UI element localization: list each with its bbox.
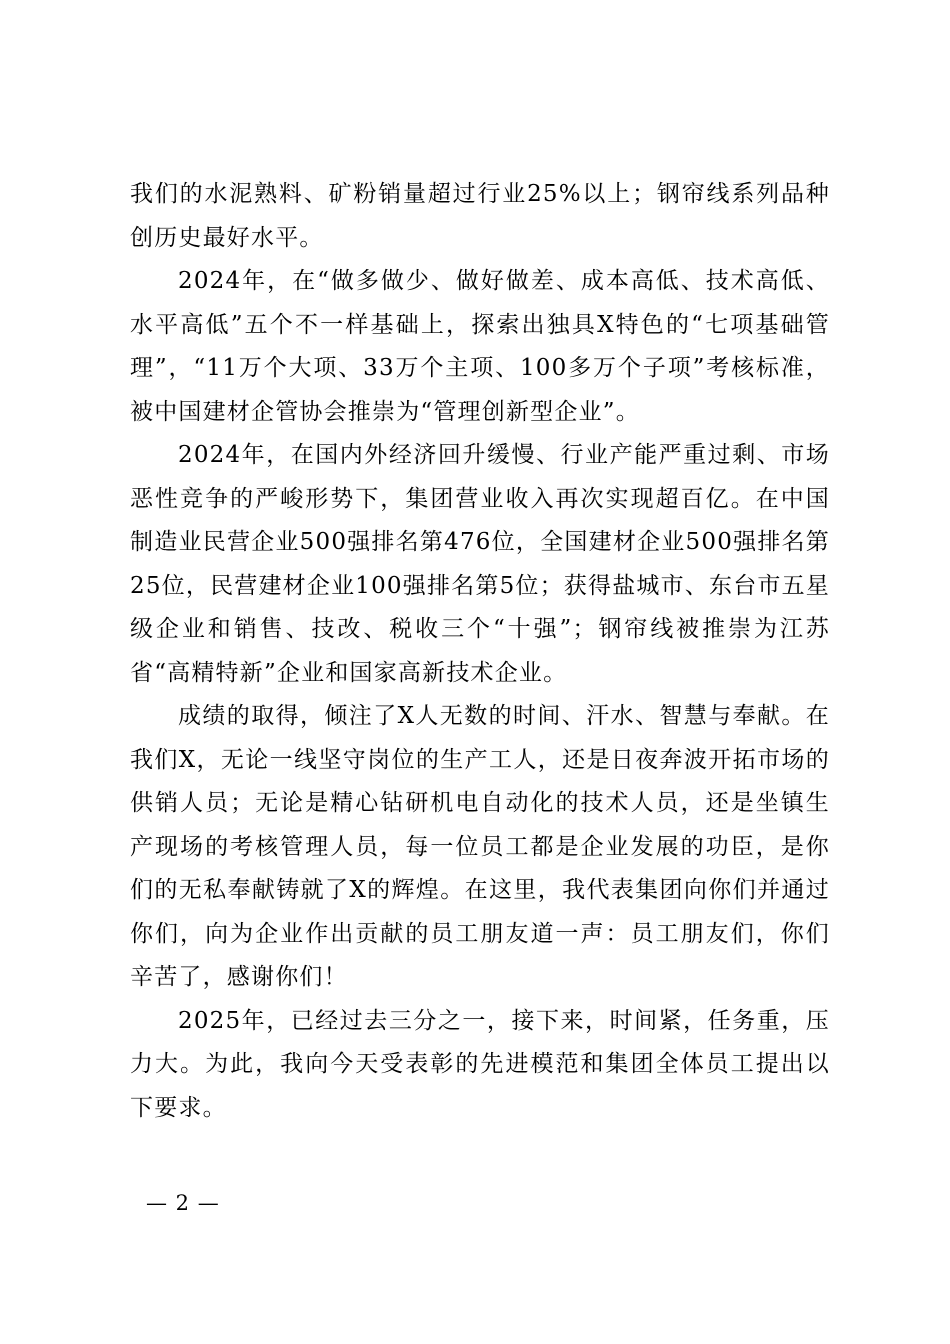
page-number: — 2 —: [146, 1191, 220, 1215]
paragraph: 我们的水泥熟料、矿粉销量超过行业25%以上；钢帘线系列品种创历史最好水平。: [130, 181, 830, 251]
paragraph: 成绩的取得，倾注了X人无数的时间、汗水、智慧与奉献。在我们X，无论一线坚守岗位的生产工人，还是日夜奔波开拓市场的供销人员；无论是精心钻研机电自动化的技术人员，还是坐镇生产现场的考核管理人员，每一位员工都是企业发展的功臣，是你们的无私奉献铸就了X的辉煌。在这里，我代表集团向你们并通过你们，向为企业作出贡献的员工朋友道一声：员工朋友们，你们辛苦了，感谢你们！: [130, 703, 830, 990]
body-text: [130, 173, 830, 1130]
paragraph: 2025年，已经过去三分之一，接下来，时间紧，任务重，压力大。为此，我向今天受表彰的先进模范和集团全体员工提出以下要求。: [130, 1007, 830, 1121]
paragraph: 2024年，在“做多做少、做好做差、成本高低、技术高低、水平高低”五个不一样基础上，探索出独具X特色的“七项基础管理”，“11万个大项、33万个主项、100多万个子项”考核标准，被中国建材企管协会推崇为“管理创新型企业”。: [130, 268, 830, 425]
paragraph: 2024年，在国内外经济回升缓慢、行业产能严重过剩、市场恶性竞争的严峻形势下，集团营业收入再次实现超百亿。在中国制造业民营企业500强排名第476位，全国建材企业500强排名第25位，民营建材企业100强排名第5位；获得盐城市、东台市五星级企业和销售、技改、税收三个“十强”；钢帘线被推崇为江苏省“高精特新”企业和国家高新技术企业。: [130, 442, 830, 686]
